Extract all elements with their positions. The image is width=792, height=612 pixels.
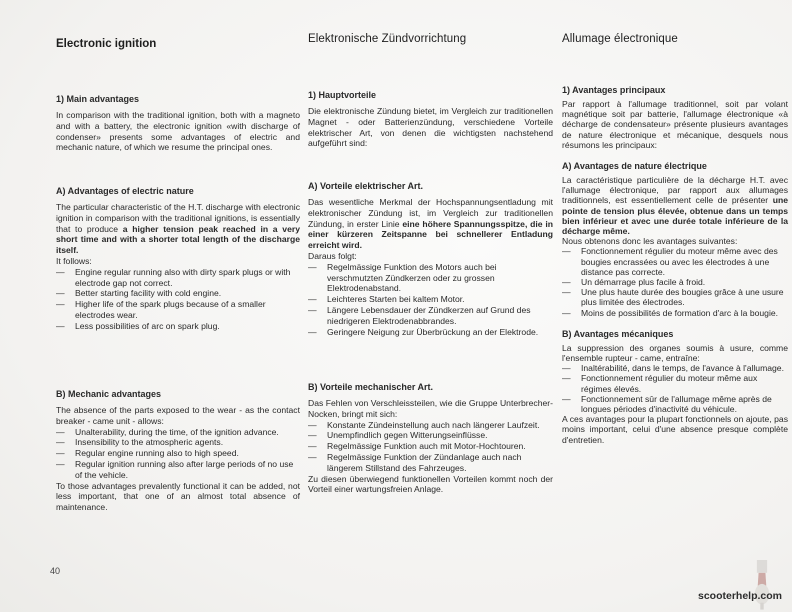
- list-item: — Moins de possibilités de formation d'arc à la bougie.: [562, 308, 788, 318]
- list-item: — Regular ignition running also after large periods of no use of the vehicle.: [56, 459, 300, 481]
- french-electric-heading: A) Avantages de nature électrique: [562, 161, 707, 172]
- list-item: — Leichteres Starten bei kaltem Motor.: [308, 294, 553, 305]
- german-main-heading: 1) Hauptvorteile: [308, 90, 377, 100]
- french-electric-list: [562, 246, 788, 317]
- english-electric-follows: It follows:: [56, 255, 92, 266]
- list-item: — Inaltérabilité, dans le temps, de l'avance à l'allumage.: [562, 363, 788, 373]
- german-electric-list: [308, 262, 553, 338]
- french-title: Allumage électronique: [562, 33, 678, 45]
- french-main-text: Par rapport à l'allumage traditionnel, soit par volant magnétique soit par batterie, l'allumage électronique «à décharge de condensateur» présente plusieurs avantages de nature électronique et mécanique, desquels nous résumons les principaux:: [562, 99, 788, 150]
- list-item: — Engine regular running also with dirty spark plugs or with electrode gap not correct.: [56, 267, 300, 289]
- german-electric-text-bold: eine höhere Spannungsspitze, die in einer kürzeren Zeitspanne bei schnellerer Entladung erreicht wird.: [308, 218, 553, 251]
- german-electric-follows: Daraus folgt:: [308, 250, 357, 261]
- german-main-text: Die elektronische Zündung bietet, im Vergleich zur traditionellen Magnet - oder Batterienzündung, verschiedene Vorteile elektrischer Art, von denen die wichtigsten nachstehend aufgeführt sind:: [308, 106, 553, 149]
- english-main-section: [56, 94, 300, 153]
- page-number: 40: [50, 566, 61, 576]
- english-title: Electronic ignition: [56, 38, 157, 50]
- german-title: Elektronische Zündvorrichtung: [308, 33, 467, 45]
- german-electric-heading: A) Vorteile elektrischer Art.: [308, 181, 424, 191]
- list-item: — Better starting facility with cold engine.: [56, 288, 300, 299]
- english-mechanic-section: [56, 389, 300, 513]
- list-item: — Regular engine running also to high speed.: [56, 448, 300, 459]
- list-item: — Regelmässige Funktion der Zündanlage auch nach längerem Stillstand des Fahrzeuges.: [308, 452, 553, 474]
- french-mechanic-closing: A ces avantages pour la plupart fonctionnels on ajoute, pas moins important, celui d'une absence presque complète d'entretien.: [562, 414, 788, 445]
- french-stack: [562, 33, 788, 456]
- french-mechanic-section: [562, 329, 788, 445]
- list-item: — Regelmässige Funktion des Motors auch bei verschmutzten Zündkerzen oder zu grossen Elektrodenabstand.: [308, 262, 553, 294]
- german-mechanic-closing: Zu diesen überwiegend funktionellen Vorteilen kommt noch der Vorteil einer wartungsfreien Anlage.: [308, 473, 553, 495]
- german-mechanic-text: Das Fehlen von Verschleissteilen, wie die Gruppe Unterbrecher-Nocken, bringt mit sich:: [308, 398, 553, 419]
- german-mechanic-section: [308, 382, 553, 495]
- english-electric-text: [56, 202, 300, 256]
- list-item: — Fonctionnement régulier du moteur même aux régimes élevés.: [562, 373, 788, 393]
- french-main-section: [562, 85, 788, 150]
- french-electric-text: [562, 175, 788, 236]
- list-item: — Less possibilities of arc on spark plug.: [56, 321, 300, 332]
- english-main-text: In comparison with the traditional ignition, both with a magneto and with a battery, the electronic ignition «with discharge of condenser» presents some advantages of electric and mechanic nature, of which we resume the principal ones.: [56, 110, 300, 153]
- french-electric-text-bold: une pointe de tension plus élevée, obtenue dans un temps bien inférieur et avec une durée totale inférieure de la décharge même.: [562, 195, 788, 237]
- french-electric-text-plain: La caractéristique particulière de la décharge H.T. avec l'allumage électronique, par rapport aux allumages traditionnels, est essentiellement celle de présenter: [562, 175, 788, 206]
- english-electric-list: [56, 267, 300, 332]
- list-item: — Unalterability, during the time, of the ignition advance.: [56, 427, 300, 438]
- list-item: — Une plus haute durée des bougies grâce à une usure plus limitée des électrodes.: [562, 287, 788, 307]
- german-mechanic-heading: B) Vorteile mechanischer Art.: [308, 382, 434, 392]
- list-item: — Fonctionnement régulier du moteur même avec des bougies encrassées ou avec les électrodes à une distance pas correcte.: [562, 246, 788, 277]
- list-item: — Konstante Zündeinstellung auch nach längerer Laufzeit.: [308, 420, 553, 431]
- list-item: — Unempfindlich gegen Witterungseinflüsse.: [308, 430, 553, 441]
- french-mechanic-text: La suppression des organes soumis à usure, comme l'ensemble rupteur - came, entraîne:: [562, 342, 788, 364]
- english-electric-text-bold: a higher tension peak reached in a very short time and with a shorter total length of the discharge itself.: [56, 223, 300, 256]
- watermark-text: scooterhelp.com: [698, 590, 783, 602]
- french-mechanic-list: [562, 363, 788, 414]
- list-item: — Higher life of the spark plugs because of a smaller electrodes wear.: [56, 299, 300, 321]
- scooter-logo-icon: [752, 560, 772, 610]
- list-item: — Geringere Neigung zur Überbrückung an der Elektrode.: [308, 327, 553, 338]
- english-mechanic-text: The absence of the parts exposed to the wear - as the contact breaker - came unit - allows:: [56, 405, 300, 426]
- list-item: — Fonctionnement sûr de l'allumage même après de longues périodes d'inactivité du véhicule.: [562, 394, 788, 414]
- english-mechanic-heading: B) Mechanic advantages: [56, 389, 162, 399]
- german-main-section: [308, 90, 553, 149]
- english-mechanic-closing: To those advantages prevalently functional it can be added, not less important, that one of an almost total absence of maintenance.: [56, 480, 300, 513]
- french-electric-follows: Nous obtenons donc les avantages suivantes:: [562, 236, 738, 247]
- french-electric-section: [562, 161, 788, 318]
- list-item: — Regelmässige Funktion auch mit Motor-Hochtouren.: [308, 441, 553, 452]
- german-electric-section: [308, 181, 553, 337]
- english-electric-section: [56, 186, 300, 332]
- english-main-heading: 1) Main advantages: [56, 94, 140, 104]
- list-item: — Längere Lebensdauer der Zündkerzen auf Grund des niedrigeren Elektrodenabbrandes.: [308, 305, 553, 327]
- german-electric-text-plain: Das wesentliche Merkmal der Hochspannungsentladung mit elektronischer Zündung ist, im Vergleich zur traditionellen Zündung, in erster Linie: [308, 197, 553, 229]
- list-item: — Insensibility to the atmospheric agents.: [56, 437, 300, 448]
- german-mechanic-list: [308, 420, 553, 474]
- english-mechanic-list: [56, 427, 300, 481]
- german-electric-text: [308, 197, 553, 251]
- french-mechanic-heading: B) Avantages mécaniques: [562, 328, 674, 339]
- english-electric-heading: A) Advantages of electric nature: [56, 186, 194, 196]
- french-main-heading: 1) Avantages principaux: [562, 85, 666, 95]
- list-item: — Un démarrage plus facile à froid.: [562, 277, 788, 287]
- english-electric-text-plain: The particular characteristic of the H.T. discharge with electronic ignition in comparison with the traditional ignitions, is essentially that to produce: [56, 202, 300, 234]
